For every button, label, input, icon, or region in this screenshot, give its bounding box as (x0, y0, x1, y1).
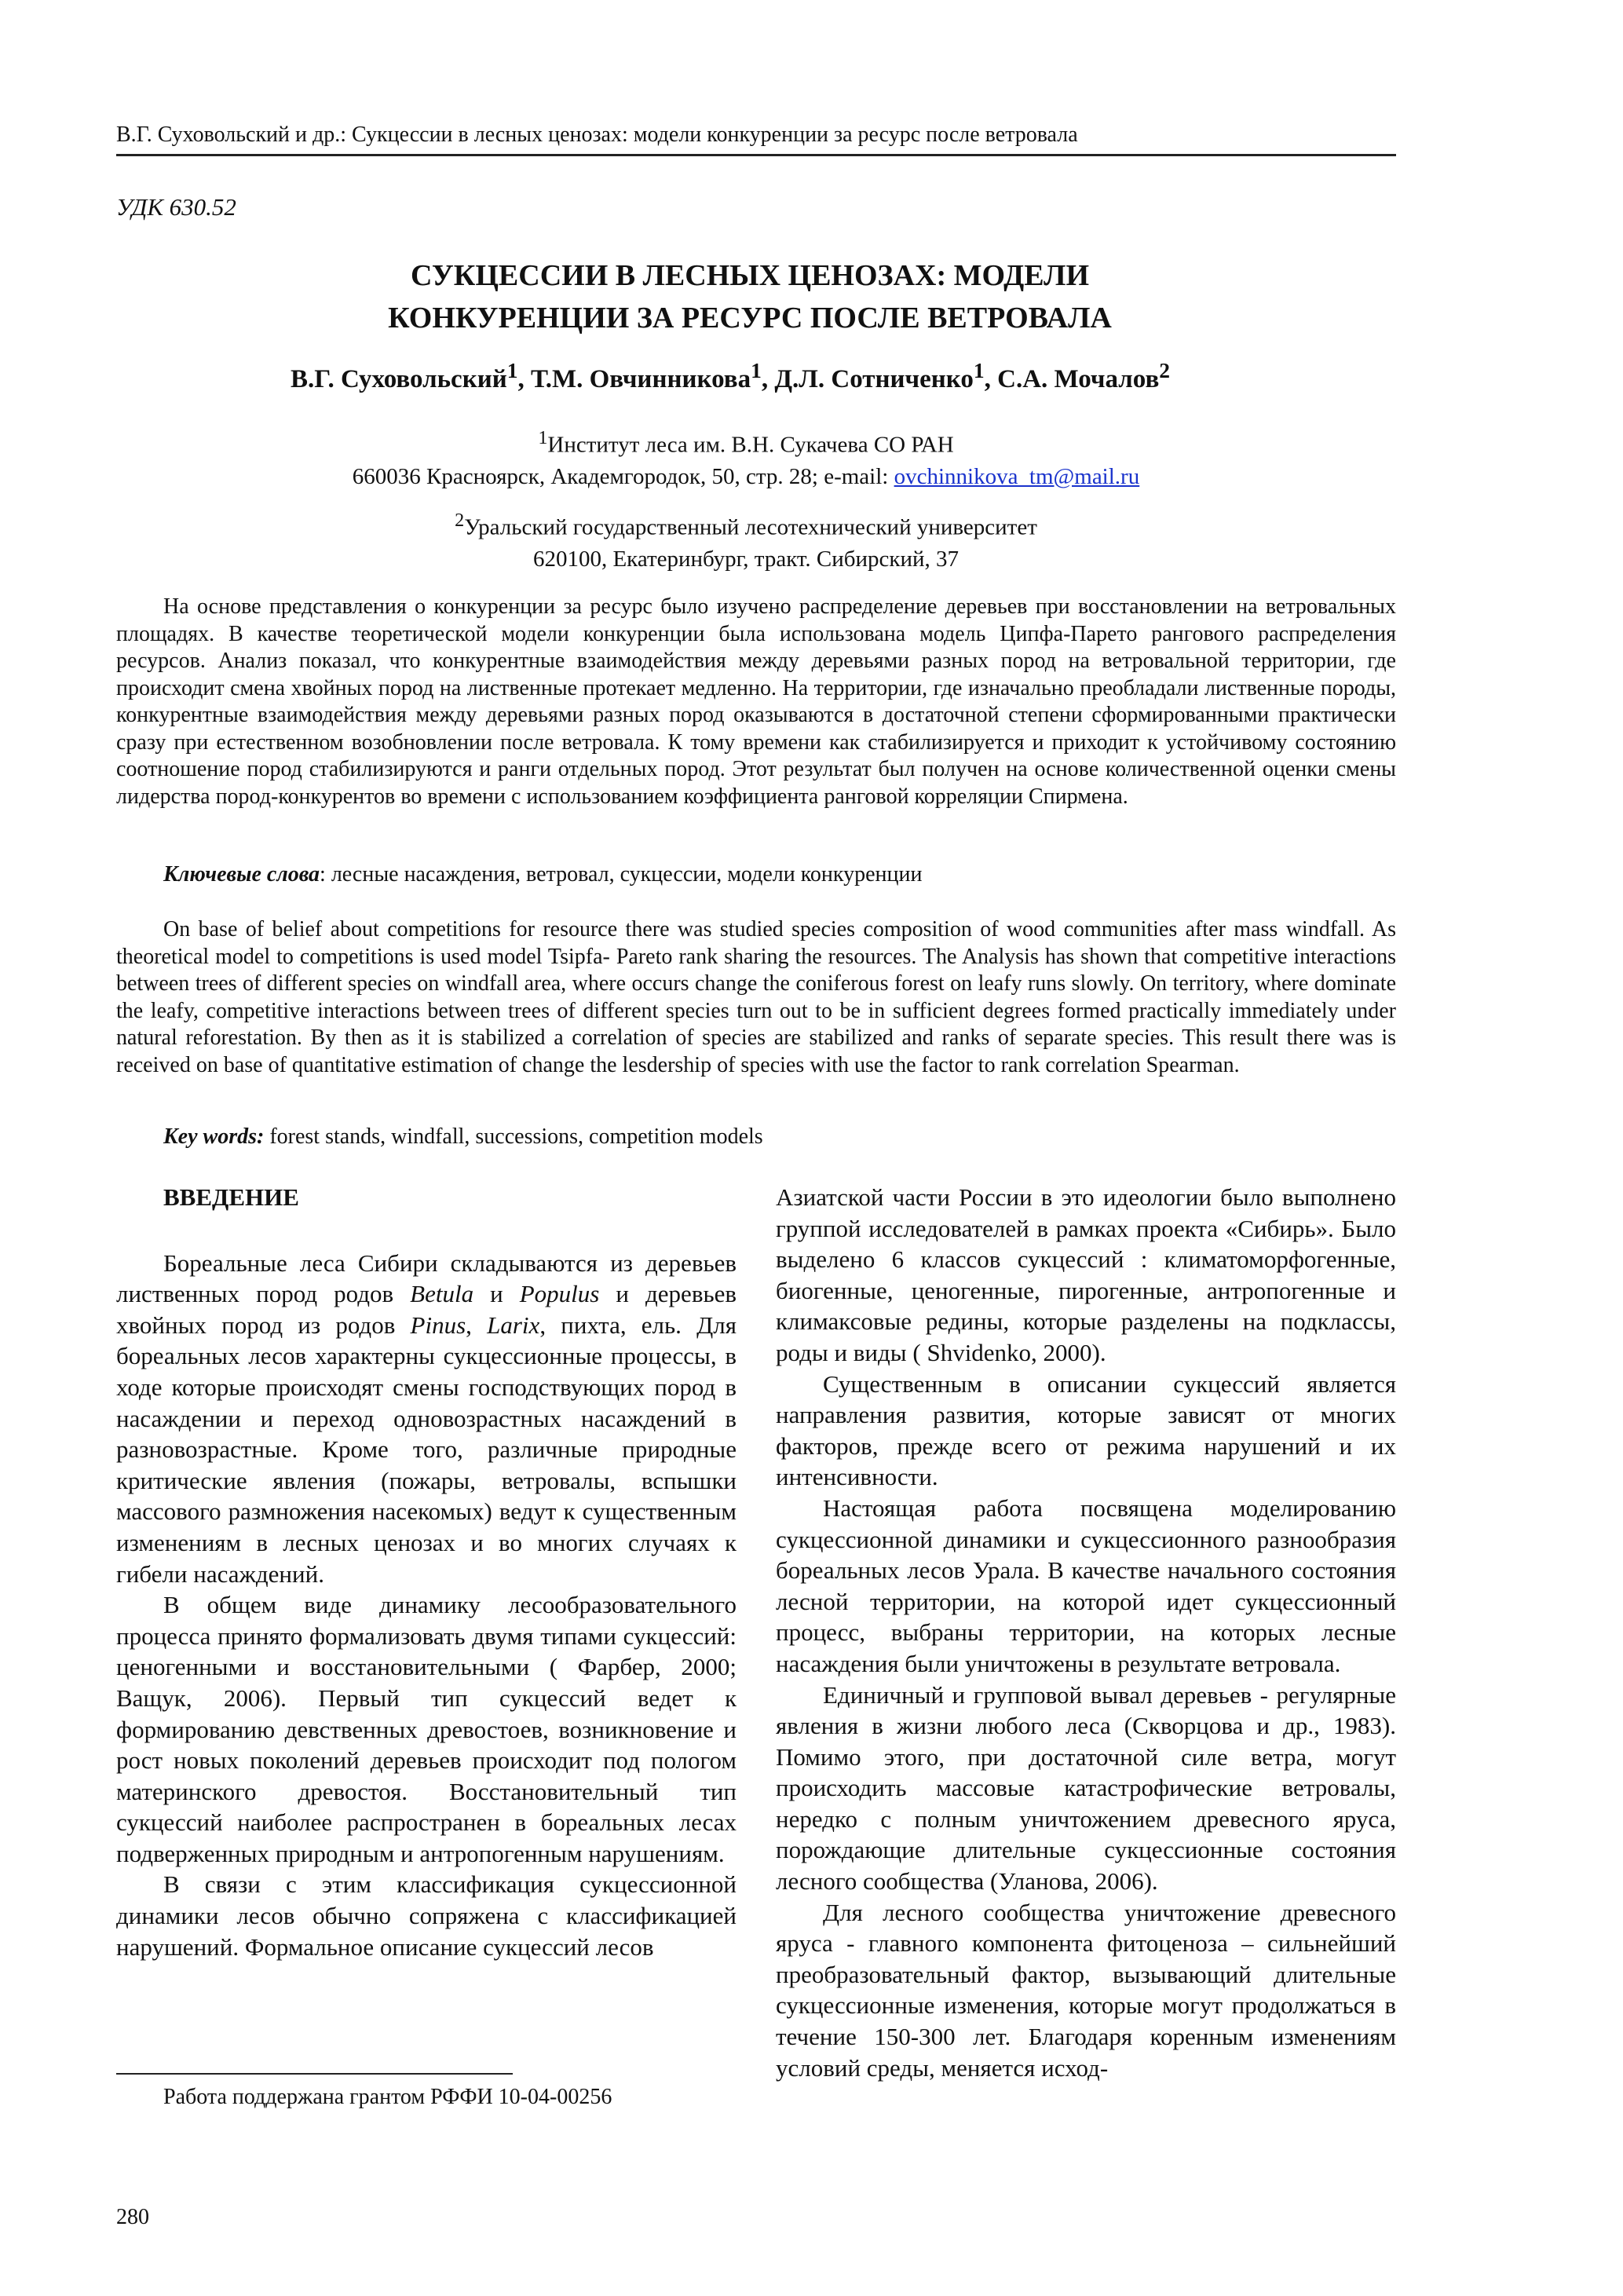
affiliation-name: Уральский государственный лесотехнический университет (464, 514, 1037, 540)
paragraph: В связи с этим классификация сукцессионной динамики лесов обычно сопряжена с классификацией нарушений. Формальное описание сукцессий лесов (116, 1870, 737, 1961)
genus-name: Populus (519, 1280, 600, 1308)
paragraph: В общем виде динамику лесообразовательного процесса принято формализовать двумя типами сукцессий: ценогенными и восстановительными ( Фарбер, 2000; Ващук, 2006). Первый тип сукцессий ведет к формированию девственных древостоев, возникновение и рост новых поколений деревьев происходит под пологом материнского древостоя. Восстановительный тип сукцессий наиболее распространен в бореальных лесах подверженных природным и антропогенным нарушениям. (116, 1591, 737, 1867)
left-column (116, 1182, 737, 1962)
running-head: В.Г. Суховольский и др.: Сукцессии в лесных ценозах: модели конкуренции за ресурс после ветровала (116, 122, 1396, 156)
udk-code: УДК 630.52 (116, 193, 236, 221)
author-affiliation-mark: 2 (1159, 358, 1171, 382)
author-separator: , (984, 365, 998, 393)
author-separator: , (517, 365, 531, 393)
paragraph: Азиатской части России в это идеологии было выполнено группой исследователей в рамках проекта «Сибирь». Было выделено 6 классов сукцессий : климатоморфогенные, биогенные, ценогенные, пирогенные, антропогенные и климаксовые редины, которые разделены на подклассы, роды и виды ( Shvidenko, 2000). (776, 1183, 1396, 1366)
title-line-2: КОНКУРЕНЦИИ ЗА РЕСУРС ПОСЛЕ ВЕТРОВАЛА (388, 302, 1112, 335)
author-list (157, 358, 1303, 394)
abstract-russian: На основе представления о конкуренции за ресурс было изучено распределение деревьев при восстановлении на ветровальных площадях. В качестве теоретической модели конкуренции была использована модель Ципфа-Парето рангового распределения ресурсов. Анализ показал, что конкурентные взаимодействия между деревьями разных пород на ветровальной территории, где происходит смена хвойных пород на лиственные протекает медленно. На территории, где изначально преобладали лиственные породы, конкурентные взаимодействия между деревьями разных пород оказываются в достаточной степени сформированными практически сразу при естественном возобновлении после ветровала. К тому времени как стабилизируется и приходит к устойчивому состоянию соотношение пород стабилизируются и ранги отдельных пород. Этот результат был получен на основе количественной оценки смены лидерства пород-конкурентов во времени с использованием коэффициента ранговой корреляции Спирмена. (116, 594, 1396, 809)
keywords-text: forest stands, windfall, successions, competition models (264, 1124, 763, 1149)
paragraph: Существенным в описании сукцессий является направления развития, которые зависят от многих факторов, прежде всего от режима нарушений и их интенсивности. (776, 1369, 1396, 1491)
author-name: Т.М. Овчинникова (530, 365, 751, 393)
paragraph: Для лесного сообщества уничтожение древесного яруса - главного компонента фитоценоза – сильнейший преобразовательный фактор, вызывающий длительные сукцессионные изменения, которые могут продолжаться в течение 150-300 лет. Благодаря коренным изменениям условий среды, меняется исход- (776, 1898, 1396, 2082)
footnote: Работа поддержана грантом РФФИ 10-04-00256 (163, 2085, 612, 2109)
author-separator: , (761, 365, 775, 393)
genus-name: Betula (410, 1280, 474, 1308)
affiliation-address: 620100, Екатеринбург, тракт. Сибирский, 37 (532, 546, 960, 572)
page-number: 280 (116, 2205, 149, 2229)
article-title (236, 254, 1264, 339)
paragraph: Настоящая работа посвящена моделированию сукцессионной динамики и сукцессионного разнообразия бореальных лесов Урала. В качестве начального состояния лесной территории, на которой идет сукцессионный процесс, выбраны территории, на которых лесные насаждения были уничтожены в результате ветровала. (776, 1493, 1396, 1677)
genus-name: Larix (487, 1311, 540, 1339)
title-line-1: СУКЦЕССИИ В ЛЕСНЫХ ЦЕНОЗАХ: МОДЕЛИ (410, 259, 1090, 292)
affiliation-name: Институт леса им. В.Н. Сукачева СО РАН (547, 432, 954, 458)
keywords-text: : лесные насаждения, ветровал, сукцессии, модели конкуренции (320, 862, 923, 887)
email-link[interactable]: ovchinnikova_tm@mail.ru (894, 463, 1140, 489)
keywords-english (163, 1124, 763, 1150)
affiliation-1 (196, 422, 1296, 492)
author-affiliation-mark: 1 (506, 358, 518, 382)
author-name: С.А. Мочалов (997, 365, 1160, 393)
paragraph: Бореальные леса Сибири складываются из деревьев лиственных пород родов Betula и Populus и деревьев хвойных пород из родов Pinus, Larix, пихта, ель. Для бореальных лесов характерны сукцессионные процессы, в ходе которые происходят смены господствующих пород в насаждении и переход одновозрастных насаждений в разновозрастные. Кроме того, различные природные критические явления (пожары, ветровалы, вспышки массового размножения насекомых) ведут к существенным изменениям в лесных ценозах и во многих случаях к гибели насаждений. (116, 1249, 737, 1588)
author-name: Д.Л. Сотниченко (774, 365, 974, 393)
paragraph: Единичный и групповой вывал деревьев - регулярные явления в жизни любого леса (Скворцова и др., 1983). Помимо этого, при достаточной силе ветра, могут происходить массовые катастрофические ветровалы, нередко с полным уничтожением древесного яруса, порождающие длительные сукцессионные состояния лесного сообщества (Уланова, 2006). (776, 1680, 1396, 1896)
affiliation-mark: 1 (538, 427, 548, 448)
author-affiliation-mark: 1 (751, 358, 762, 382)
section-heading: ВВЕДЕНИЕ (163, 1183, 299, 1211)
keywords-label: Ключевые слова (163, 862, 320, 887)
keywords-russian (163, 862, 923, 887)
right-column (776, 1182, 1396, 2083)
author-name: В.Г. Суховольский (290, 365, 507, 393)
affiliation-mark: 2 (455, 510, 465, 531)
author-affiliation-mark: 1 (973, 358, 985, 382)
abstract-english: On base of belief about competitions for resource there was studied species composition of wood communities after mass windfall. As theoretical model to competitions is used model Tsipfa- Pareto rank sharing the resources. The Analysis has shown that competitive interactions between trees of different species on windfall area, where occurs change the coniferous forest on leafy runs slowly. On territory, where dominate the leafy, competitive interactions between trees of different species turn out to be in sufficient degrees formed practically immediately under natural reforestation. By then as it is stabilized a correlation of species are stabilized and ranks of separate species. This result there was is received on base of quantitative estimation of change the lesdership of species with use the factor to rank correlation Spearman. (116, 917, 1396, 1077)
keywords-label: Key words: (163, 1124, 265, 1149)
genus-name: Pinus (410, 1311, 466, 1339)
affiliation-2 (196, 505, 1296, 575)
affiliation-address: 660036 Красноярск, Академгородок, 50, стр. 28; e-mail: (352, 463, 894, 489)
footnote-divider (116, 2073, 513, 2075)
